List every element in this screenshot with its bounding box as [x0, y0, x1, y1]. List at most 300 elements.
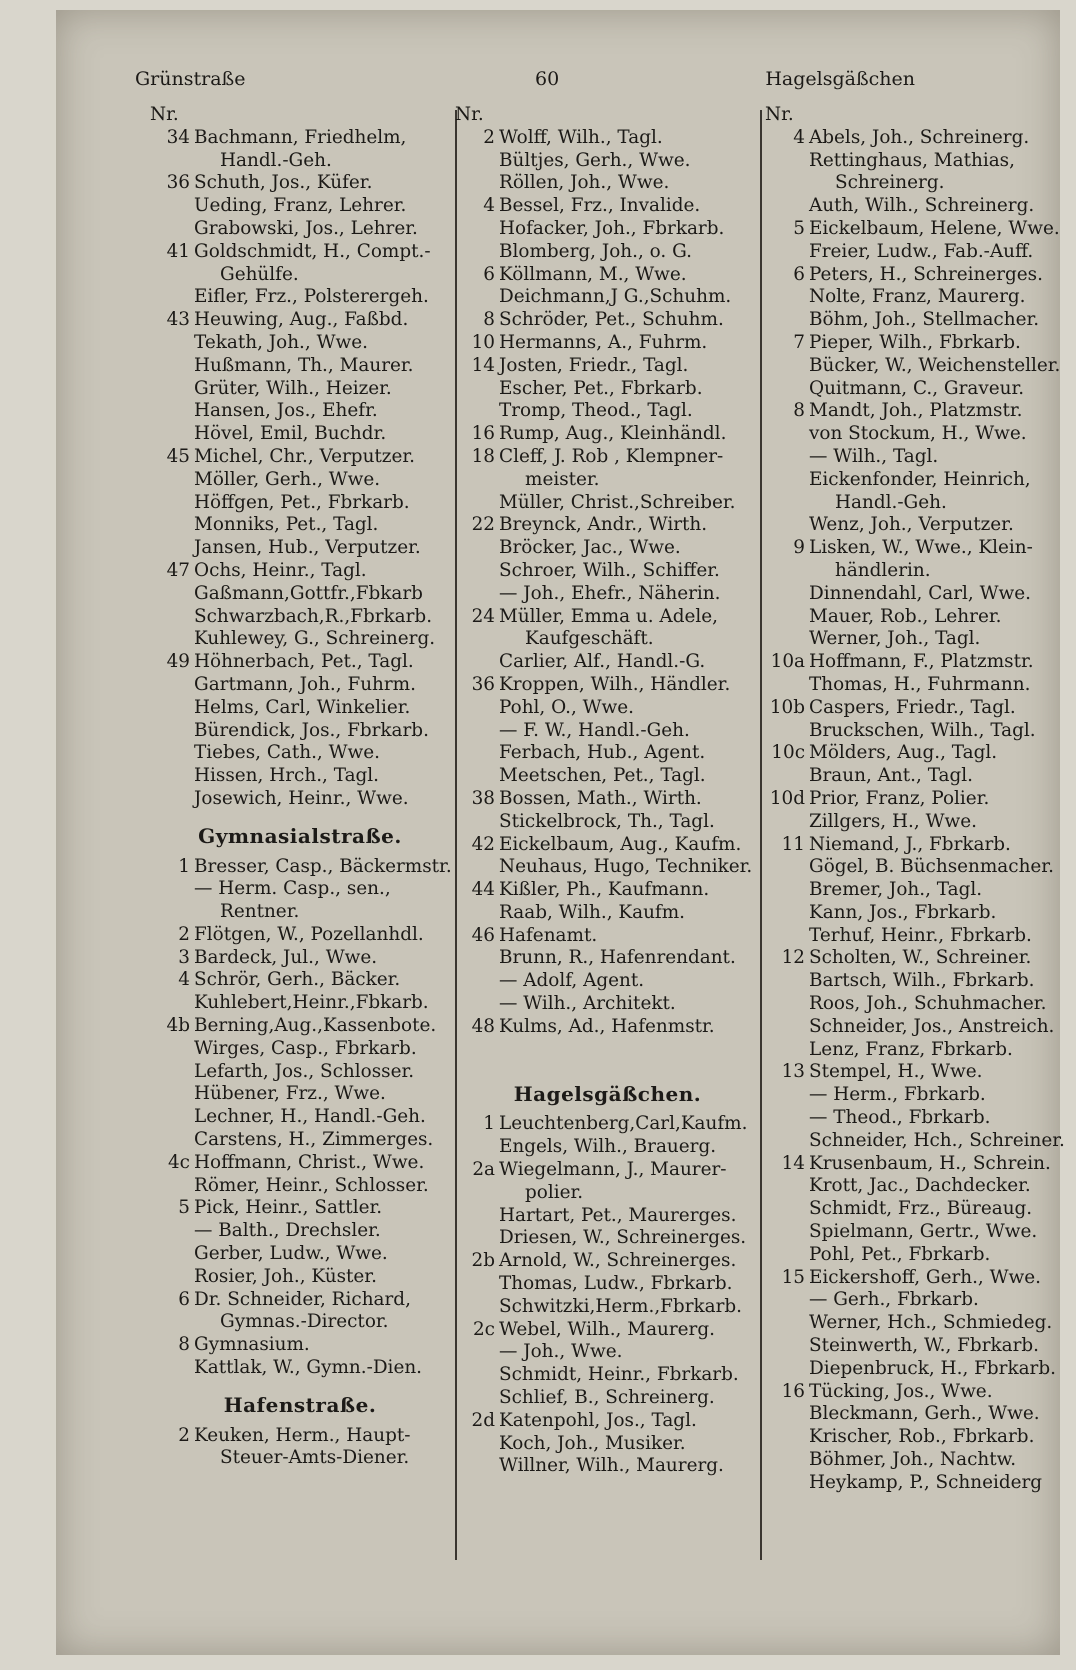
- entry-text: Driesen, W., Schreinerges.: [499, 1227, 747, 1249]
- entry-text: Heykamp, P., Schneiderg: [809, 1471, 1043, 1493]
- directory-entry: [150, 1038, 450, 1061]
- house-number: 6: [483, 263, 495, 285]
- entry-text: Caspers, Friedr., Tagl.: [809, 696, 1016, 718]
- entry-text: Höffgen, Pet., Fbrkarb.: [194, 491, 410, 513]
- directory-entry: [455, 993, 760, 1016]
- directory-entry: [455, 355, 760, 378]
- directory-entry: [150, 765, 450, 788]
- entry-text: Rentner.: [220, 901, 300, 923]
- house-number: 3: [178, 946, 190, 968]
- directory-entry: [765, 720, 1065, 743]
- entry-text: Dinnendahl, Carl, Wwe.: [809, 582, 1031, 604]
- directory-entry: [150, 218, 450, 241]
- house-number: 10a: [770, 651, 805, 673]
- entry-text: Schneider, Jos., Anstreich.: [809, 1015, 1055, 1037]
- house-number: 44: [471, 879, 495, 901]
- entry-text: Schwitzki,Herm.,Fbrkarb.: [499, 1295, 743, 1317]
- entry-text: Koch, Joh., Musiker.: [499, 1432, 686, 1454]
- house-number: 14: [471, 354, 495, 376]
- entry-text: Schneider, Hch., Schreiner.: [809, 1129, 1065, 1151]
- directory-entry: [455, 1016, 760, 1039]
- directory-entry: [455, 1410, 760, 1433]
- entry-text: Eickershoff, Gerh., Wwe.: [809, 1266, 1042, 1288]
- entry-text: Hansen, Jos., Ehefr.: [194, 400, 378, 422]
- entry-text: Breynck, Andr., Wirth.: [499, 514, 708, 536]
- house-number: 45: [166, 445, 190, 467]
- directory-entry: [150, 1061, 450, 1084]
- directory-entry: [150, 355, 450, 378]
- directory-entry: [150, 1129, 450, 1152]
- directory-entry: [455, 1250, 760, 1273]
- entry-text: Quitmann, C., Graveur.: [809, 377, 1025, 399]
- entry-text: Bartsch, Wilh., Fbrkarb.: [809, 970, 1035, 992]
- entry-text: Freier, Ludw., Fab.-Auff.: [809, 240, 1034, 262]
- directory-entry: [455, 1296, 760, 1319]
- entry-text: Wiegelmann, J., Maurer-: [499, 1159, 727, 1181]
- entry-text: Bossen, Math., Wirth.: [499, 787, 702, 809]
- directory-entry: [455, 720, 760, 743]
- entry-text: Möller, Gerh., Wwe.: [194, 468, 381, 490]
- entry-text: Arnold, W., Schreinerges.: [499, 1250, 737, 1272]
- entry-text: Kattlak, W., Gymn.-Dien.: [194, 1357, 423, 1379]
- directory-entry: [150, 469, 450, 492]
- directory-entry: [150, 1289, 450, 1312]
- house-number: 1: [178, 855, 190, 877]
- directory-entry: [455, 1182, 760, 1205]
- directory-entry: [150, 514, 450, 537]
- directory-entry: [765, 651, 1065, 674]
- number-column-label: Nr.: [765, 104, 794, 125]
- directory-entry: [765, 583, 1065, 606]
- directory-entry: [765, 1175, 1065, 1198]
- house-number: 7: [793, 331, 805, 353]
- house-number: 36: [471, 673, 495, 695]
- directory-entry: [150, 742, 450, 765]
- directory-entry: [455, 947, 760, 970]
- directory-entry: [455, 514, 760, 537]
- directory-entry: [455, 856, 760, 879]
- entry-text: Eickenfonder, Heinrich,: [809, 468, 1031, 490]
- directory-entry: [455, 651, 760, 674]
- directory-entry: [765, 947, 1065, 970]
- entry-text: Roos, Joh., Schuhmacher.: [809, 993, 1047, 1015]
- entry-text: Müller, Christ.,Schreiber.: [499, 491, 736, 513]
- entry-text: Mauer, Rob., Lehrer.: [809, 605, 1002, 627]
- house-number: 8: [483, 309, 495, 331]
- directory-entry: [765, 1289, 1065, 1312]
- directory-entry: [150, 560, 450, 583]
- entry-text: Heuwing, Aug., Faßbd.: [194, 309, 409, 331]
- entry-text: Bruckschen, Wilh., Tagl.: [809, 719, 1036, 741]
- entry-text: — Joh., Ehefr., Näherin.: [499, 582, 721, 604]
- directory-entry: [765, 195, 1065, 218]
- directory-entry: [150, 1311, 450, 1334]
- directory-entry: [150, 195, 450, 218]
- entry-text: Hissen, Hrch., Tagl.: [194, 765, 380, 787]
- house-number: 16: [781, 1380, 805, 1402]
- directory-entry: [150, 583, 450, 606]
- directory-entry: [455, 628, 760, 651]
- directory-entry: [765, 902, 1065, 925]
- directory-entry: [455, 241, 760, 264]
- entry-text: Eifler, Frz., Polsterergeh.: [194, 286, 429, 308]
- directory-entry: [765, 264, 1065, 287]
- directory-entry: [150, 1447, 450, 1470]
- entry-text: Hartart, Pet., Maurerges.: [499, 1204, 737, 1226]
- directory-entry: [150, 651, 450, 674]
- house-number: 6: [793, 263, 805, 285]
- directory-entry: [455, 1319, 760, 1342]
- directory-entry: [150, 788, 450, 811]
- house-number: 5: [178, 1197, 190, 1219]
- house-number: 9: [793, 537, 805, 559]
- entry-text: Hafenamt.: [499, 924, 598, 946]
- directory-entry: [455, 834, 760, 857]
- directory-column-2: [455, 104, 760, 1478]
- house-number: 10: [471, 331, 495, 353]
- directory-entry: [765, 879, 1065, 902]
- entry-text: Carstens, H., Zimmerges.: [194, 1129, 434, 1151]
- entry-text: Thomas, H., Fuhrmann.: [809, 673, 1031, 695]
- directory-entry: [765, 446, 1065, 469]
- directory-entry: [150, 992, 450, 1015]
- directory-entry: [765, 742, 1065, 765]
- directory-entry: [455, 902, 760, 925]
- directory-entry: [455, 879, 760, 902]
- entry-text: Müller, Emma u. Adele,: [499, 605, 718, 627]
- house-number: 48: [471, 1015, 495, 1037]
- entry-text: Raab, Wilh., Kaufm.: [499, 901, 686, 923]
- entry-text: Eickelbaum, Helene, Wwe.: [809, 217, 1060, 239]
- entry-text: Spielmann, Gertr., Wwe.: [809, 1221, 1038, 1243]
- directory-entry: [455, 264, 760, 287]
- house-number: 2: [483, 126, 495, 148]
- house-number: 42: [471, 833, 495, 855]
- entry-text: Kroppen, Wilh., Händler.: [499, 673, 731, 695]
- entry-text: Werner, Joh., Tagl.: [809, 628, 981, 650]
- entry-text: Rump, Aug., Kleinhändl.: [499, 423, 727, 445]
- directory-entry: [765, 218, 1065, 241]
- directory-entry: [455, 1113, 760, 1136]
- directory-entry: [455, 560, 760, 583]
- directory-entry: [455, 195, 760, 218]
- entry-text: Leuchtenberg,Carl,Kaufm.: [499, 1113, 748, 1135]
- entry-text: — Adolf, Agent.: [499, 970, 645, 992]
- directory-entry: [765, 1403, 1065, 1426]
- entry-text: — Herm., Fbrkarb.: [809, 1084, 986, 1106]
- house-number: 8: [178, 1334, 190, 1356]
- entry-text: Carlier, Alf., Handl.-G.: [499, 651, 706, 673]
- entry-text: Hövel, Emil, Buchdr.: [194, 423, 387, 445]
- directory-entry: [765, 355, 1065, 378]
- entry-text: Wolff, Wilh., Tagl.: [499, 126, 663, 148]
- house-number: 13: [781, 1061, 805, 1083]
- directory-entry: [455, 332, 760, 355]
- entry-text: Schmidt, Heinr., Fbrkarb.: [499, 1364, 739, 1386]
- directory-entry: [150, 1334, 450, 1357]
- directory-entry: [765, 172, 1065, 195]
- entry-text: — F. W., Handl.-Geh.: [499, 719, 690, 741]
- directory-entry: [150, 1243, 450, 1266]
- directory-entry: [150, 674, 450, 697]
- entry-text: Gerber, Ludw., Wwe.: [194, 1243, 388, 1265]
- directory-entry: [150, 492, 450, 515]
- entry-text: Krischer, Rob., Fbrkarb.: [809, 1426, 1035, 1448]
- entry-text: Wirges, Casp., Fbrkarb.: [194, 1037, 417, 1059]
- directory-entry: [455, 742, 760, 765]
- entry-text: Gehülfe.: [220, 263, 299, 285]
- directory-entry: [455, 970, 760, 993]
- entry-text: Schwarzbach,R.,Fbrkarb.: [194, 605, 433, 627]
- entry-text: Pohl, Pet., Fbrkarb.: [809, 1243, 991, 1265]
- house-number: 8: [793, 400, 805, 422]
- entry-text: Bültjes, Gerh., Wwe.: [499, 149, 691, 171]
- directory-entry: [150, 856, 450, 879]
- entry-text: Höhnerbach, Pet., Tagl.: [194, 651, 414, 673]
- house-number: 10c: [771, 742, 805, 764]
- street-heading: Hafenstraße.: [223, 1392, 377, 1417]
- entry-text: Böhm, Joh., Stellmacher.: [809, 309, 1040, 331]
- directory-entry: [150, 1152, 450, 1175]
- entry-text: Handl.-Geh.: [220, 149, 332, 171]
- directory-column-1: [150, 104, 450, 1470]
- entry-text: Nolte, Franz, Maurerg.: [809, 286, 1026, 308]
- directory-entry: [765, 286, 1065, 309]
- entry-text: Bremer, Joh., Tagl.: [809, 879, 983, 901]
- directory-entry: [765, 1016, 1065, 1039]
- page-number: 60: [535, 68, 560, 90]
- entry-text: Flötgen, W., Pozellanhdl.: [194, 923, 424, 945]
- directory-entry: [765, 970, 1065, 993]
- directory-entry: [150, 241, 450, 264]
- directory-entry: [455, 1364, 760, 1387]
- house-number: 18: [471, 445, 495, 467]
- directory-entry: [150, 378, 450, 401]
- directory-entry: [765, 1335, 1065, 1358]
- entry-text: Mandt, Joh., Platzmstr.: [809, 400, 1023, 422]
- entry-text: Tücking, Jos., Wwe.: [809, 1380, 993, 1402]
- directory-entry: [455, 286, 760, 309]
- directory-entry: [455, 1455, 760, 1478]
- page-header: [135, 68, 915, 98]
- directory-entry: [150, 924, 450, 947]
- directory-entry: [455, 423, 760, 446]
- entry-text: — Joh., Wwe.: [499, 1341, 623, 1363]
- directory-entry: [455, 150, 760, 173]
- directory-entry: [765, 127, 1065, 150]
- house-number: 1: [483, 1113, 495, 1135]
- entry-text: Gartmann, Joh., Fuhrm.: [194, 673, 416, 695]
- entry-text: Thomas, Ludw., Fbrkarb.: [499, 1273, 733, 1295]
- entry-text: — Theod., Fbrkarb.: [809, 1107, 991, 1129]
- house-number: 2c: [472, 1318, 495, 1340]
- directory-entry: [455, 492, 760, 515]
- directory-entry: [455, 788, 760, 811]
- directory-entry: [455, 925, 760, 948]
- entry-text: Braun, Ant., Tagl.: [809, 765, 974, 787]
- directory-entry: [765, 606, 1065, 629]
- directory-entry: [455, 606, 760, 629]
- entry-text: Hofacker, Joh., Fbrkarb.: [499, 217, 725, 239]
- directory-entry: [150, 1083, 450, 1106]
- directory-entry: [455, 1159, 760, 1182]
- directory-entry: [765, 514, 1065, 537]
- directory-entry: [765, 1426, 1065, 1449]
- directory-entry: [150, 878, 450, 901]
- directory-entry: [455, 446, 760, 469]
- directory-entry: [455, 674, 760, 697]
- directory-entry: [765, 1244, 1065, 1267]
- directory-entry: [765, 1449, 1065, 1472]
- house-number: 14: [781, 1152, 805, 1174]
- entry-text: Röllen, Joh., Wwe.: [499, 172, 670, 194]
- entry-text: meister.: [525, 468, 600, 490]
- entry-text: Hermanns, A., Fuhrm.: [499, 331, 708, 353]
- entry-text: — Wilh., Architekt.: [499, 993, 676, 1015]
- entry-text: Wenz, Joh., Verputzer.: [809, 514, 1014, 536]
- entry-text: Terhuf, Heinr., Fbrkarb.: [809, 924, 1032, 946]
- directory-entry: [455, 1205, 760, 1228]
- entry-text: Katenpohl, Jos., Tagl.: [499, 1409, 697, 1431]
- directory-entry: [765, 1381, 1065, 1404]
- entry-text: — Balth., Drechsler.: [194, 1220, 381, 1242]
- entry-text: Kaufgeschäft.: [525, 628, 654, 650]
- entry-text: Josten, Friedr., Tagl.: [499, 354, 689, 376]
- directory-entry: [455, 1433, 760, 1456]
- directory-entry: [150, 400, 450, 423]
- entry-text: Tiebes, Cath., Wwe.: [194, 742, 380, 764]
- directory-entry: [765, 788, 1065, 811]
- entry-text: Bardeck, Jul., Wwe.: [194, 946, 378, 968]
- directory-entry: [765, 1198, 1065, 1221]
- entry-text: — Wilh., Tagl.: [809, 445, 939, 467]
- directory-entry: [455, 172, 760, 195]
- house-number: 38: [471, 787, 495, 809]
- entry-text: Kuhlebert,Heinr.,Fbkarb.: [194, 992, 429, 1014]
- directory-entry: [765, 423, 1065, 446]
- entry-text: Bücker, W., Weichensteller.: [809, 354, 1061, 376]
- entry-text: Lenz, Franz, Fbrkarb.: [809, 1038, 1013, 1060]
- directory-entry: [765, 628, 1065, 651]
- entry-text: Werner, Hch., Schmiedeg.: [809, 1312, 1053, 1334]
- house-number: 2b: [471, 1250, 495, 1272]
- house-number: 4: [178, 969, 190, 991]
- directory-entry: [765, 697, 1065, 720]
- house-number: 36: [166, 172, 190, 194]
- entry-text: Lisken, W., Wwe., Klein-: [809, 537, 1033, 559]
- entry-text: Meetschen, Pet., Tagl.: [499, 765, 706, 787]
- house-number: 49: [166, 651, 190, 673]
- house-number: 15: [781, 1266, 805, 1288]
- directory-entry: [150, 1015, 450, 1038]
- entry-text: Rosier, Joh., Küster.: [194, 1265, 377, 1287]
- entry-text: Hübener, Frz., Wwe.: [194, 1083, 386, 1105]
- directory-entry: [765, 1153, 1065, 1176]
- house-number: 10d: [769, 787, 805, 809]
- street-heading: Hagelsgäßchen.: [513, 1081, 702, 1106]
- house-number: 2: [178, 1424, 190, 1446]
- house-number: 6: [178, 1288, 190, 1310]
- directory-entry: [455, 537, 760, 560]
- directory-entry: [765, 993, 1065, 1016]
- entry-text: Grabowski, Jos., Lehrer.: [194, 217, 418, 239]
- directory-entry: [150, 286, 450, 309]
- entry-text: Schreinerg.: [835, 172, 945, 194]
- directory-entry: [150, 1106, 450, 1129]
- entry-text: Cleff, J. Rob , Klempner-: [499, 445, 724, 467]
- directory-entry: [765, 1084, 1065, 1107]
- directory-entry: [455, 1227, 760, 1250]
- directory-entry: [765, 1358, 1065, 1381]
- house-number: 46: [471, 924, 495, 946]
- directory-entry: [765, 1267, 1065, 1290]
- entry-text: Pick, Heinr., Sattler.: [194, 1197, 383, 1219]
- entry-text: Pohl, O., Wwe.: [499, 696, 635, 718]
- house-number: 4: [793, 126, 805, 148]
- directory-entry: [455, 218, 760, 241]
- entry-text: Keuken, Herm., Haupt-: [194, 1424, 411, 1446]
- directory-entry: [765, 1107, 1065, 1130]
- directory-entry: [765, 811, 1065, 834]
- entry-text: Kuhlewey, G., Schreinerg.: [194, 628, 436, 650]
- entry-text: händlerin.: [835, 559, 931, 581]
- entry-text: Ferbach, Hub., Agent.: [499, 742, 706, 764]
- directory-entry: [455, 1341, 760, 1364]
- header-right-street: Hagelsgäßchen: [765, 68, 915, 90]
- entry-text: Berning,Aug.,Kassenbote.: [194, 1015, 437, 1037]
- directory-entry: [150, 172, 450, 195]
- number-column-label: Nr.: [455, 104, 484, 125]
- entry-text: Goldschmidt, H., Compt.-: [194, 240, 431, 262]
- directory-entry: [765, 1061, 1065, 1084]
- directory-entry: [765, 537, 1065, 560]
- entry-text: Neuhaus, Hugo, Techniker.: [499, 856, 753, 878]
- entry-text: Auth, Wilh., Schreinerg.: [809, 195, 1035, 217]
- entry-text: Tekath, Joh., Wwe.: [194, 331, 368, 353]
- entry-text: Schröder, Pet., Schuhm.: [499, 309, 724, 331]
- entry-text: Michel, Chr., Verputzer.: [194, 445, 415, 467]
- entry-text: Böhmer, Joh., Nachtw.: [809, 1449, 1017, 1471]
- entry-text: Blomberg, Joh., o. G.: [499, 240, 692, 262]
- directory-entry: [150, 1357, 450, 1380]
- entry-text: Schroer, Wilh., Schiffer.: [499, 559, 720, 581]
- column-divider: [760, 110, 762, 1560]
- directory-entry: [455, 469, 760, 492]
- spacer: [455, 1039, 760, 1069]
- directory-entry: [455, 309, 760, 332]
- entry-text: Gaßmann,Gottfr.,Fbkarb: [194, 582, 423, 604]
- directory-entry: [765, 1312, 1065, 1335]
- directory-entry: [150, 150, 450, 173]
- entry-text: — Gerh., Fbrkarb.: [809, 1289, 979, 1311]
- directory-entry: [765, 309, 1065, 332]
- street-heading: Gymnasialstraße.: [198, 823, 402, 848]
- directory-entry: [455, 697, 760, 720]
- entry-text: Engels, Wilh., Brauerg.: [499, 1136, 717, 1158]
- directory-entry: [150, 901, 450, 924]
- entry-text: Prior, Franz, Polier.: [809, 787, 990, 809]
- directory-entry: [150, 1175, 450, 1198]
- house-number: 16: [471, 423, 495, 445]
- entry-text: Rettinghaus, Mathias,: [809, 149, 1015, 171]
- entry-text: Jansen, Hub., Verputzer.: [194, 537, 421, 559]
- directory-entry: [455, 127, 760, 150]
- entry-text: Diepenbruck, H., Fbrkarb.: [809, 1357, 1056, 1379]
- directory-entry: [765, 400, 1065, 423]
- house-number: 2d: [471, 1409, 495, 1431]
- directory-entry: [150, 264, 450, 287]
- entry-text: Steuer-Amts-Diener.: [220, 1447, 410, 1469]
